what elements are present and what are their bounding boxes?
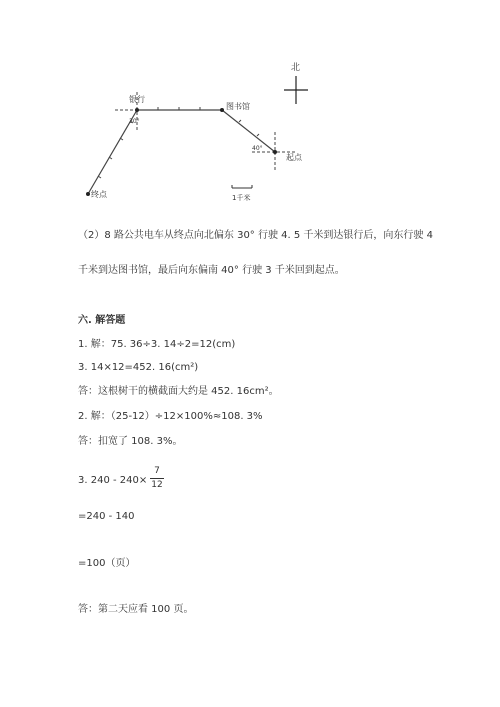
paragraph-2-line-2: 千米到达图书馆，最后向东偏南 40° 行驶 3 千米回到起点。	[78, 265, 345, 276]
q3-fraction-denominator: 12	[151, 480, 163, 490]
solution-line-1: 1. 解：75. 36÷3. 14÷2=12(cm)	[78, 339, 236, 350]
end-point	[86, 192, 90, 196]
angle-30-label: 30°	[129, 118, 140, 125]
compass-icon	[284, 76, 308, 104]
solution-line-3: 答：这根树干的横截面大约是 452. 16cm²。	[78, 386, 279, 397]
section-6-title: 六. 解答题	[78, 315, 126, 326]
library-label: 图书馆	[226, 102, 250, 111]
paragraph-2-line-1: （2）8 路公共电车从终点向北偏东 30° 行驶 4. 5 千米到达银行后，向东行驶 4	[78, 230, 433, 241]
q3-fraction-numerator: 7	[154, 466, 160, 476]
bank-label: 银行	[129, 95, 145, 104]
q3-answer: 答：第二天应看 100 页。	[78, 604, 194, 615]
start-label: 起点	[286, 153, 302, 162]
library-point	[220, 108, 224, 112]
solution-line-5: 答：扣宽了 108. 3%。	[78, 436, 183, 447]
fraction-bar	[150, 478, 164, 479]
end-label: 终点	[91, 190, 107, 199]
angle-40-label: 40°	[252, 145, 263, 152]
solution-line-2: 3. 14×12=452. 16(cm²)	[78, 362, 199, 373]
q3-step-3: =100（页）	[78, 558, 136, 569]
scale-label: 1千米	[232, 194, 251, 202]
north-label: 北	[291, 63, 301, 73]
bank-point	[135, 108, 139, 112]
q3-step-2: =240 - 140	[78, 511, 135, 522]
route-diagram	[0, 0, 500, 220]
start-point	[273, 150, 277, 154]
q3-fraction	[145, 466, 169, 491]
route-library-to-start	[222, 110, 275, 152]
q3-expression-prefix: 3. 240 - 240×	[78, 475, 148, 486]
solution-line-4: 2. 解：（25-12）÷12×100%≈108. 3%	[78, 411, 263, 422]
